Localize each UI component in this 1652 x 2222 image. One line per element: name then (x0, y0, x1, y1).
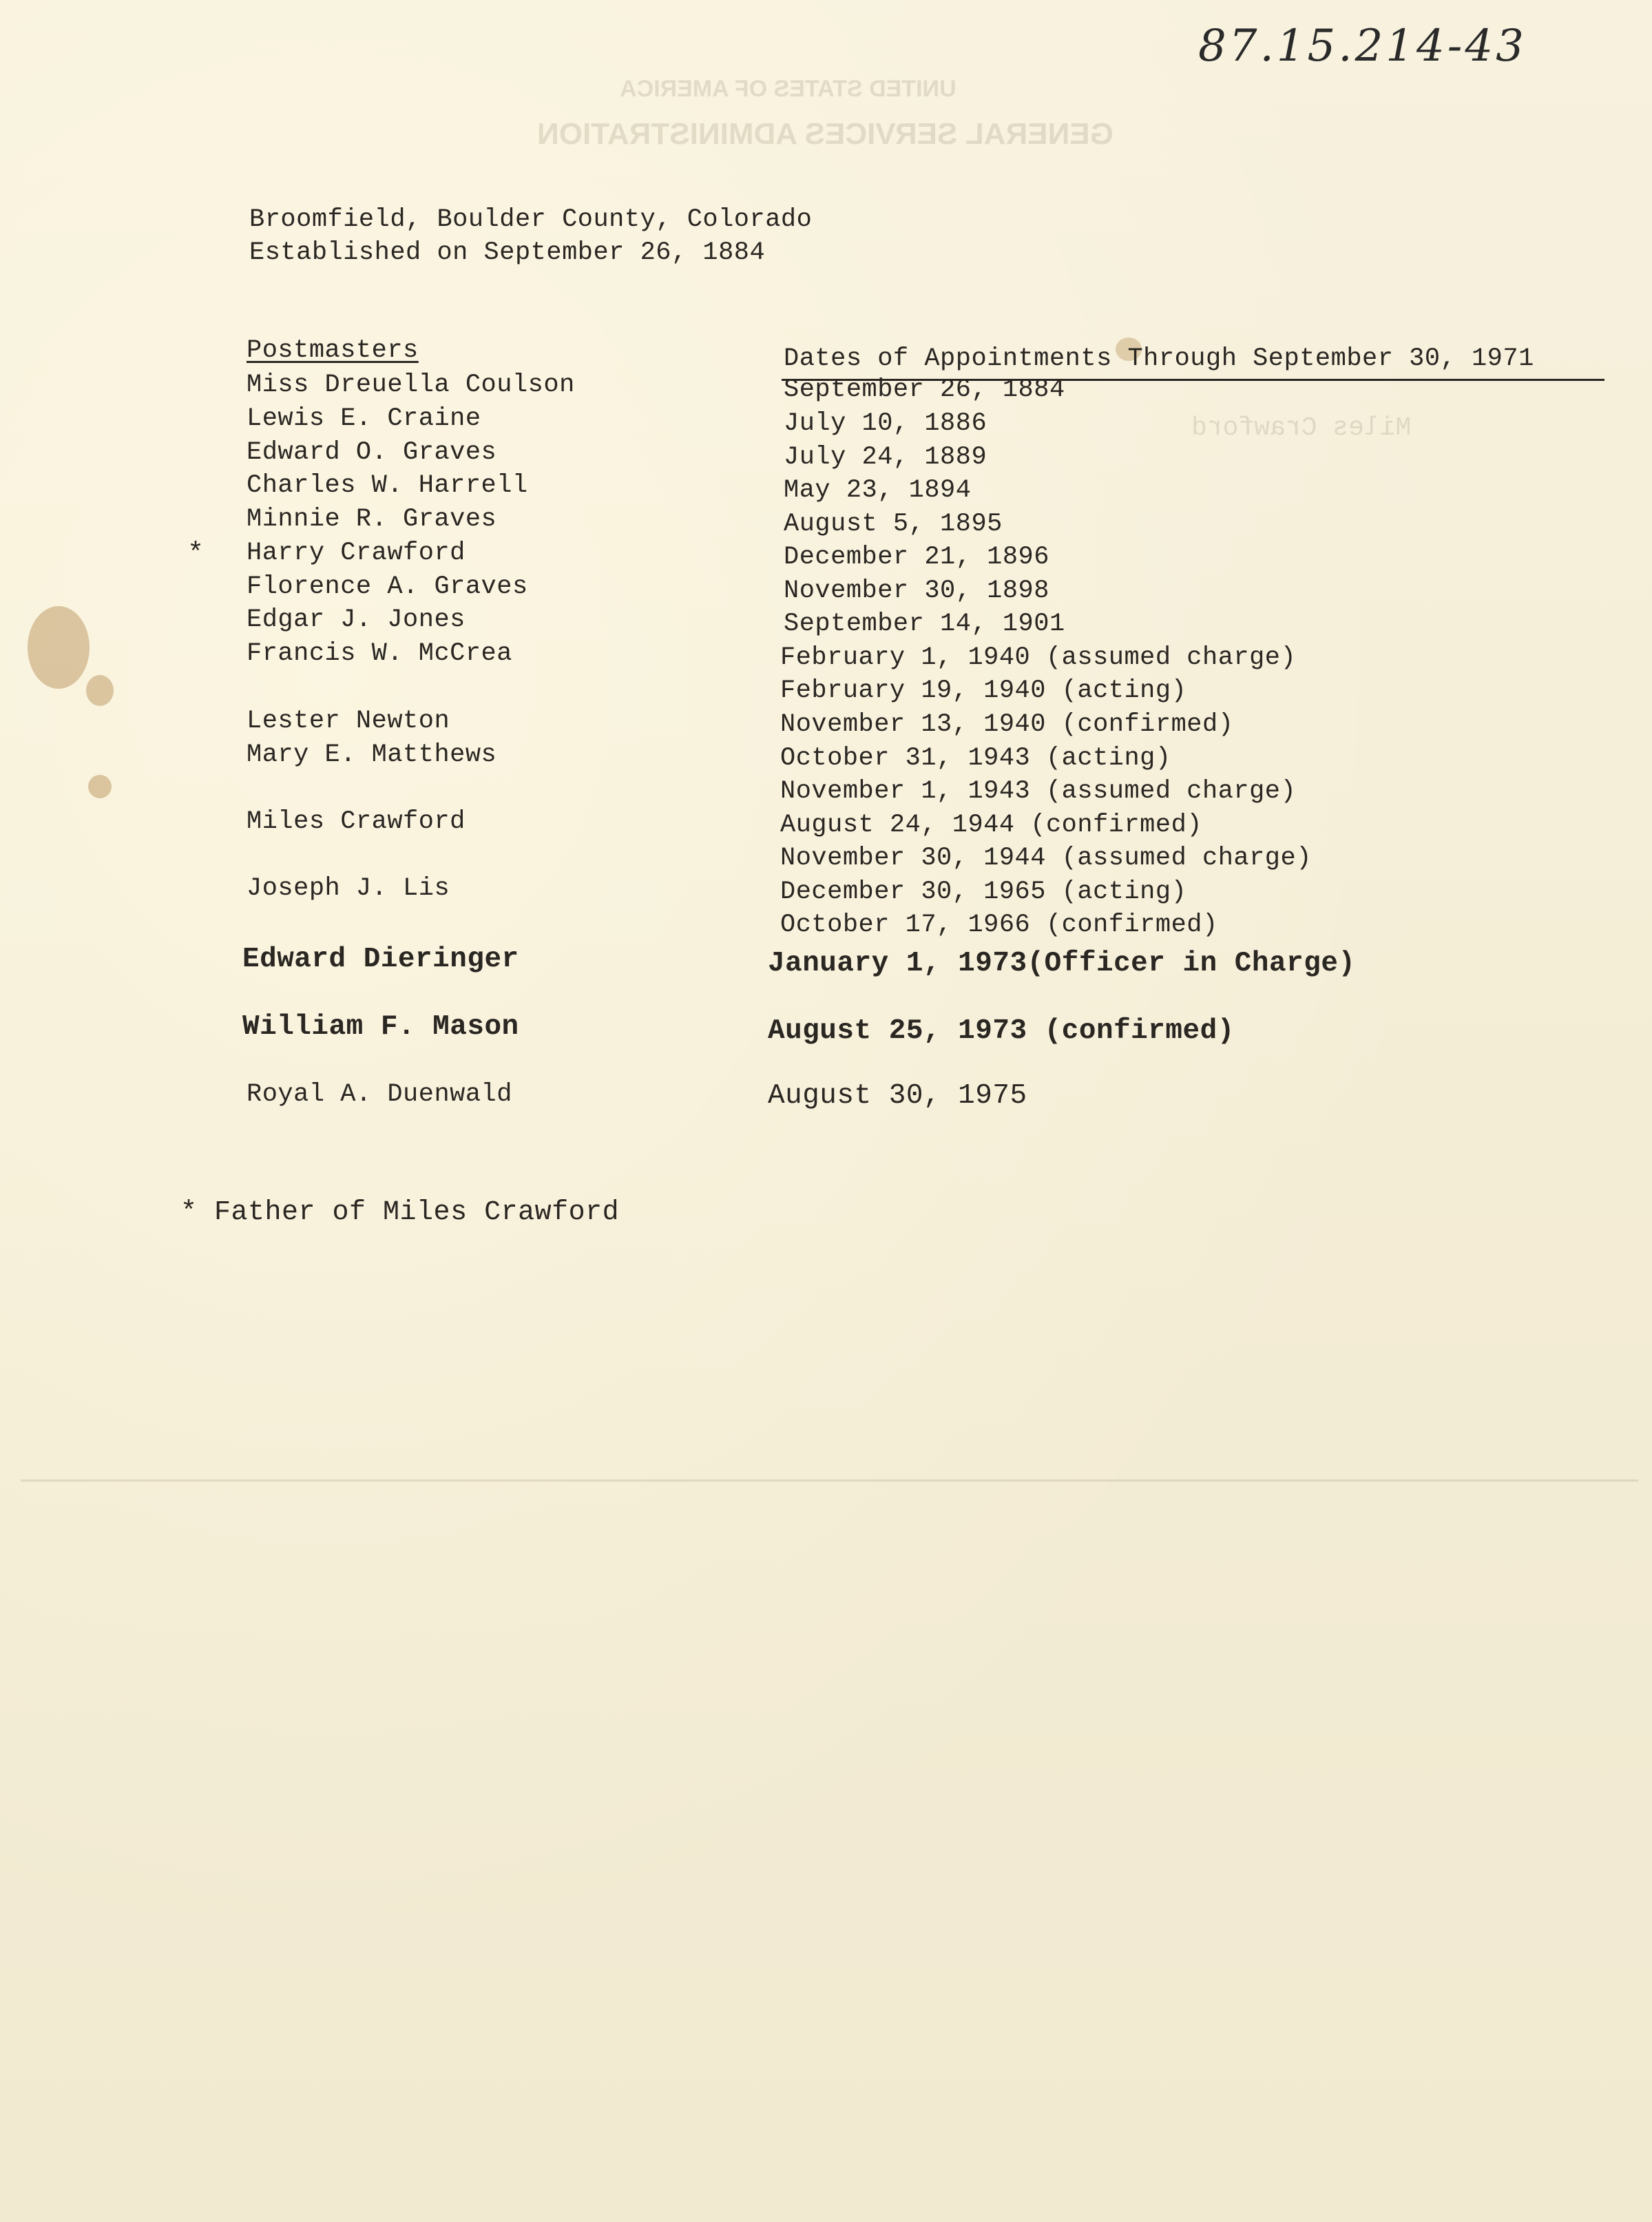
stain-mark (86, 675, 114, 706)
postmaster-name: Charles W. Harrell (247, 471, 528, 500)
postmaster-name: Francis W. McCrea (247, 639, 512, 668)
appointment-date: December 21, 1896 (784, 543, 1049, 572)
postmaster-name: Minnie R. Graves (247, 505, 497, 534)
postmaster-name: Miss Dreuella Coulson (247, 371, 575, 399)
appointment-date: November 30, 1944 (assumed charge) (780, 844, 1312, 873)
appointment-date: August 25, 1973 (confirmed) (768, 1015, 1235, 1047)
appointment-date: September 14, 1901 (784, 610, 1065, 638)
bleed-through-letterhead: UNITED STATES OF AMERICA (620, 76, 956, 102)
bleed-through-agency: GENERAL SERVICES ADMINISTRATION (537, 117, 1113, 151)
footnote: * Father of Miles Crawford (180, 1197, 620, 1228)
appointment-date: May 23, 1894 (784, 476, 972, 505)
postmasters-column-heading: Postmasters (247, 336, 419, 365)
asterisk-marker: * (187, 539, 205, 570)
appointment-date: January 1, 1973(Officer in Charge) (768, 948, 1356, 979)
postmaster-name: Edgar J. Jones (247, 605, 466, 634)
dates-column-heading: Dates of Appointments Through September 30, 1971 (784, 344, 1534, 373)
postmaster-name: Lewis E. Craine (247, 404, 481, 433)
appointment-date: November 13, 1940 (confirmed) (780, 710, 1234, 739)
postmaster-name: Edward Dieringer (242, 944, 519, 975)
postmaster-name: William F. Mason (242, 1011, 519, 1043)
appointment-date: December 30, 1965 (acting) (780, 878, 1187, 906)
catalog-number: 87.15.214-43 (1198, 21, 1527, 72)
stain-mark (88, 775, 112, 798)
appointment-date: November 1, 1943 (assumed charge) (780, 777, 1297, 806)
postmaster-name: Harry Crawford (247, 539, 466, 568)
appointment-date: October 31, 1943 (acting) (780, 744, 1171, 773)
postmaster-name: Mary E. Matthews (247, 740, 497, 769)
paper-fold (21, 1479, 1638, 1482)
appointment-date: August 30, 1975 (768, 1080, 1027, 1112)
appointment-date: August 24, 1944 (confirmed) (780, 811, 1202, 840)
postmaster-name: Miles Crawford (247, 807, 466, 836)
appointment-date: August 5, 1895 (784, 510, 1003, 539)
appointment-date: July 10, 1886 (784, 409, 987, 438)
appointment-date: July 24, 1889 (784, 443, 987, 472)
appointment-date: February 19, 1940 (acting) (780, 676, 1187, 705)
appointment-date: September 26, 1884 (784, 375, 1065, 404)
appointment-date: February 1, 1940 (assumed charge) (780, 643, 1297, 672)
appointment-date: November 30, 1898 (784, 577, 1049, 605)
established-heading: Established on September 26, 1884 (249, 238, 766, 267)
appointment-date: October 17, 1966 (confirmed) (780, 911, 1218, 939)
bleed-through-address: Miles Crawford (1191, 413, 1412, 443)
postmaster-name: Joseph J. Lis (247, 874, 450, 903)
place-heading: Broomfield, Boulder County, Colorado (249, 205, 813, 234)
postmaster-name: Lester Newton (247, 707, 450, 736)
postmaster-name: Royal A. Duenwald (247, 1080, 512, 1109)
postmaster-name: Florence A. Graves (247, 572, 528, 601)
postmaster-name: Edward O. Graves (247, 438, 497, 467)
stain-mark (28, 606, 90, 689)
